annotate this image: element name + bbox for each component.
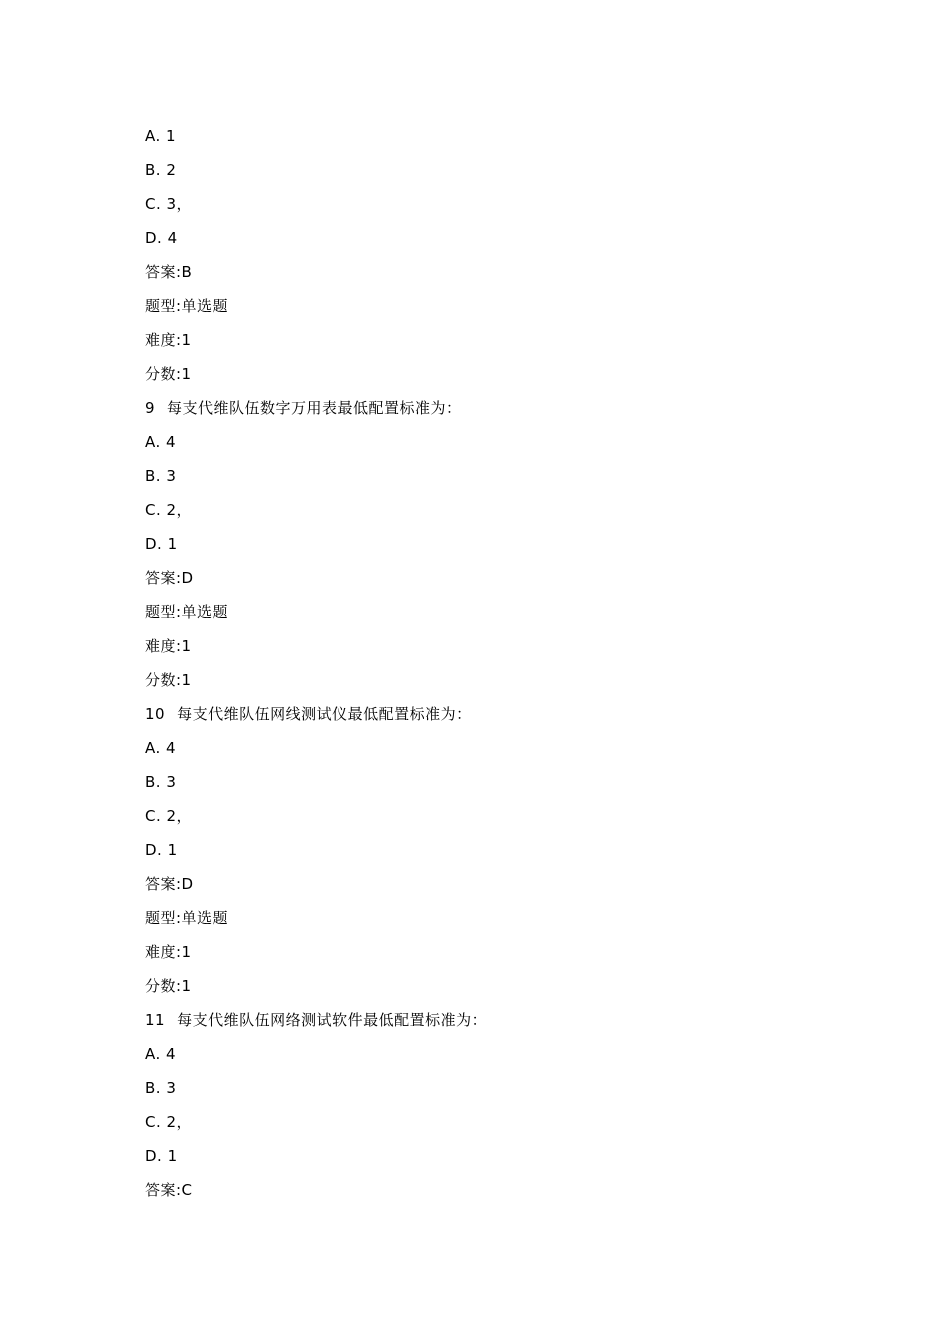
type-line: 题型:单选题 bbox=[145, 297, 229, 315]
answer-line: 答案:C bbox=[145, 1181, 193, 1199]
question-10 bbox=[145, 702, 845, 736]
score-line: 分数:1 bbox=[145, 365, 192, 383]
score-line: 分数:1 bbox=[145, 671, 192, 689]
option-a: A. 4 bbox=[145, 433, 177, 451]
question-text: 每支代维队伍数字万用表最低配置标准为： bbox=[167, 399, 462, 417]
type-line: 题型:单选题 bbox=[145, 603, 229, 621]
option-a: A. 4 bbox=[145, 739, 177, 757]
score-line: 分数:1 bbox=[145, 977, 192, 995]
option-a: A. 1 bbox=[145, 127, 177, 145]
option-d: D. 4 bbox=[145, 229, 178, 247]
option-d: D. 1 bbox=[145, 841, 178, 859]
answer-line: 答案:D bbox=[145, 875, 194, 893]
question-number: 10 bbox=[145, 705, 166, 723]
option-d: D. 1 bbox=[145, 1147, 178, 1165]
difficulty-line: 难度:1 bbox=[145, 943, 192, 961]
answer-line: 答案:B bbox=[145, 263, 193, 281]
question-list bbox=[145, 124, 845, 1212]
option-a: A. 4 bbox=[145, 1045, 177, 1063]
option-c: C. 2， bbox=[145, 1113, 193, 1131]
difficulty-line: 难度:1 bbox=[145, 331, 192, 349]
option-c: C. 2， bbox=[145, 501, 193, 519]
question-number: 11 bbox=[145, 1011, 166, 1029]
difficulty-line: 难度:1 bbox=[145, 637, 192, 655]
question-number: 9 bbox=[145, 399, 156, 417]
option-b: B. 3 bbox=[145, 467, 177, 485]
question-11 bbox=[145, 1008, 845, 1042]
option-d: D. 1 bbox=[145, 535, 178, 553]
option-b: B. 3 bbox=[145, 1079, 177, 1097]
question-text: 每支代维队伍网线测试仪最低配置标准为： bbox=[177, 705, 472, 723]
option-b: B. 2 bbox=[145, 161, 177, 179]
option-c: C. 2， bbox=[145, 807, 193, 825]
question-9 bbox=[145, 396, 845, 430]
question-text: 每支代维队伍网络测试软件最低配置标准为： bbox=[177, 1011, 488, 1029]
option-c: C. 3， bbox=[145, 195, 193, 213]
type-line: 题型:单选题 bbox=[145, 909, 229, 927]
answer-line: 答案:D bbox=[145, 569, 194, 587]
option-b: B. 3 bbox=[145, 773, 177, 791]
